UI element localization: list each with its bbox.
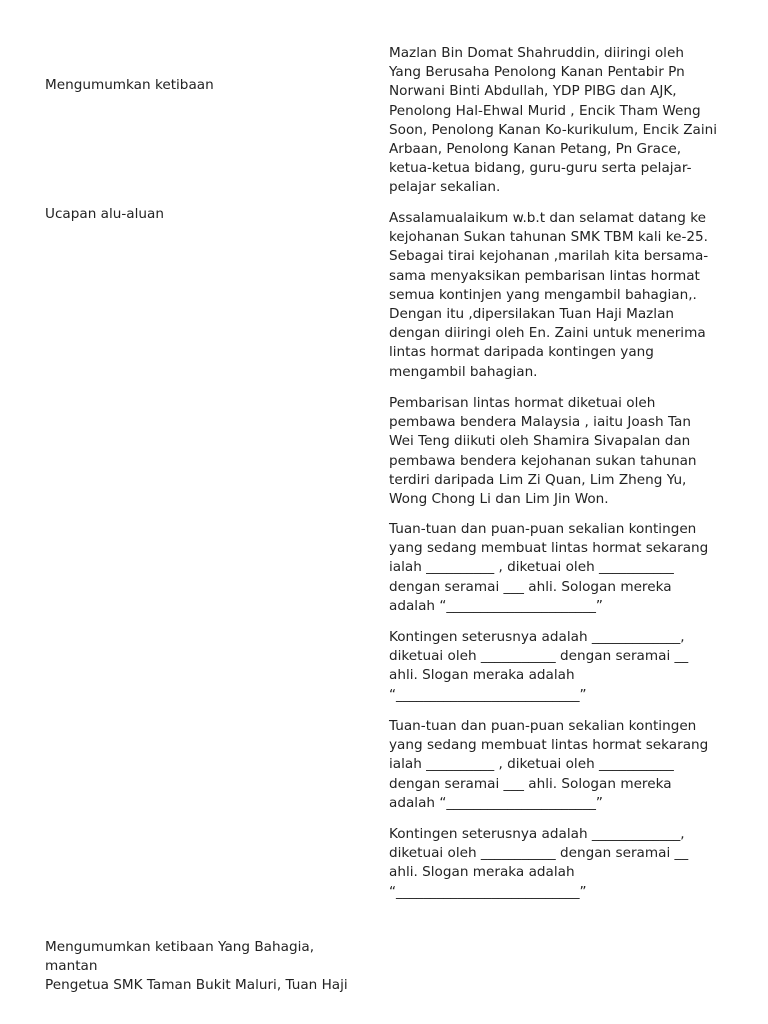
para-iringan [389, 44, 734, 198]
para-kontingen-3 [389, 717, 734, 813]
label-ucapan-alu-aluan: Ucapan alu-aluan [45, 206, 164, 222]
label-ketibaan: Mengumumkan ketibaan [45, 77, 214, 93]
paragraph-kontingen-next-2: Kontingen seterusnya adalah _____________, diketuai oleh ___________ dengan seramai __ ahli. Slogan meraka adalah “___________________________” [389, 826, 689, 900]
paragraph-kontingen-next-1: Kontingen seterusnya adalah _____________, diketuai oleh ___________ dengan seramai __ ahli. Slogan meraka adalah “___________________________” [389, 629, 689, 703]
paragraph-kontingen-intro-1: Tuan-tuan dan puan-puan sekalian kontingen yang sedang membuat lintas hormat sekarang ialah __________ , diketuai oleh ___________ dengan seramai ___ ahli. Sologan mereka adalah “______________________” [389, 521, 709, 614]
label-ketibaan-yang-bahagia: Mengumumkan ketibaan Yang Bahagia, mantan Pengetua SMK Taman Bukit Maluri, Tuan Haji [45, 939, 348, 994]
para-kontingen-4 [389, 825, 734, 902]
paragraph-pembarisan: Pembarisan lintas hormat diketuai oleh pembawa bendera Malaysia , iaitu Joash Tan Wei Teng diikuti oleh Shamira Sivapalan dan pembawa bendera kejohanan sukan tahunan terdiri daripada Lim Zi Quan, Lim Zheng Yu, Wong Chong Li dan Lim Jin Won. [389, 395, 697, 508]
para-kontingen-1 [389, 520, 734, 616]
paragraph-alu-aluan: Assalamualaikum w.b.t dan selamat datang ke kejohanan Sukan tahunan SMK TBM kali ke-25. Sebagai tirai kejohanan ,marilah kita bersama- sama menyaksikan pembarisan lintas hormat semua kontinjen yang mengambil bahagian,. Dengan itu ,dipersilakan Tuan Haji Mazlan dengan diiringi oleh En. Zaini untuk menerima lintas hormat daripada kontingen yang mengambil bahagian. [389, 210, 709, 380]
paragraph-kontingen-intro-2: Tuan-tuan dan puan-puan sekalian kontingen yang sedang membuat lintas hormat sekarang ialah __________ , diketuai oleh ___________ dengan seramai ___ ahli. Sologan mereka adalah “______________________” [389, 718, 709, 811]
para-kontingen-2 [389, 628, 734, 705]
para-pembarisan [389, 394, 734, 509]
para-alu-aluan [389, 209, 734, 382]
paragraph-iringan: Mazlan Bin Domat Shahruddin, diiringi oleh Yang Berusaha Penolong Kanan Pentabir Pn Norwani Binti Abdullah, YDP PIBG dan AJK, Penolong Hal-Ehwal Murid , Encik Tham Weng Soon, Penolong Kanan Ko-kurikulum, Encik Zaini Arbaan, Penolong Kanan Petang, Pn Grace, ketua-ketua bidang, guru-guru serta pelajar- pelajar sekalian. [389, 45, 718, 196]
